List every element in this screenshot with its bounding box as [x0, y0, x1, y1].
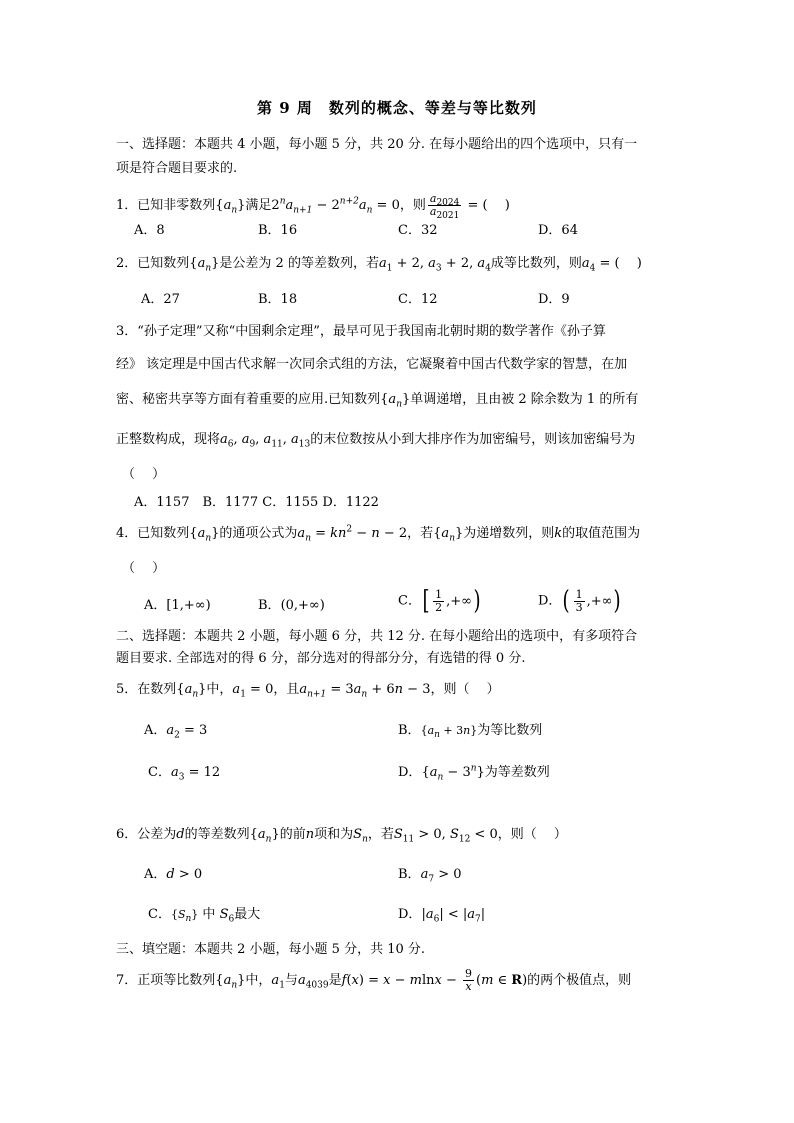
section3-heading: 三、填空题：本题共 2 小题，每小题 5 分，共 10 分.	[116, 942, 426, 957]
question-3-line3: 密、秘密共享等方面有着重要的应用.已知数列$\{a_n\}$单调递增，且由被 2 除余数为 1 的所有	[116, 392, 639, 410]
q5-option-b: B．$\{a_n + 3n\}$为等比数列	[398, 723, 543, 741]
question-3-line2: 经》 该定理是中国古代求解一次同余式组的方法，它凝聚着中国古代数学家的智慧，在加	[116, 357, 628, 372]
q4-option-b: B．(0,+∞)	[258, 598, 325, 613]
q6-option-b: B．$a_7 > 0$	[398, 867, 462, 885]
q5-option-d: D．$\{a_n - 3^n\}$为等差数列	[398, 763, 550, 783]
section2-heading-line2: 题目要求. 全部选对的得 6 分，部分选对的得部分分，有选错的得 0 分.	[116, 651, 526, 666]
section2-heading-line1: 二、选择题：本题共 2 小题，每小题 6 分，共 12 分. 在每小题给出的选项中，有多项符合	[116, 629, 638, 644]
q1-option-c: C．32	[398, 223, 438, 238]
question-3-line4: 正整数构成，现将$a_6$, $a_9$, $a_{11}$, $a_{13}$的末位数按从小到大排序作为加密编号，则该加密编号为	[116, 432, 636, 450]
q1-option-d: D．64	[538, 223, 578, 238]
question-1: 1．已知非零数列$\{a_n\}$满足$2^na_{n+1} - 2^{n+2}a_n = 0$，则 $\frac{a_{2024}}{a_{2021}}$ = ( )	[116, 192, 510, 222]
q5-option-a: A．$a_2 = 3$	[144, 723, 208, 741]
question-5: 5．在数列$\{a_n\}$中，$a_1 = 0$，且$a_{n+1} = 3a_n + 6n - 3$，则（ ）	[116, 682, 500, 700]
q4-option-c: C．[ $\frac{1}{2}$ ,+∞)	[398, 586, 481, 616]
q2-option-d: D．9	[538, 292, 570, 307]
q6-option-a: A．d > 0	[144, 867, 203, 882]
question-3-line1: 3．“孙子定理”又称“中国剩余定理”，最早可见于我国南北朝时期的数学著作《孙子算	[116, 324, 606, 339]
q3-options: A．1157 B．1177 C．1155 D．1122	[134, 495, 379, 510]
q5-option-c: C．$a_3 = 12$	[148, 765, 221, 783]
question-6: 6．公差为d的等差数列$\{a_n\}$的前n项和为$S_n$，若$S_{11} > 0$, $S_{12} < 0$，则（ ）	[116, 827, 567, 845]
section1-heading-line2: 项是符合题目要求的.	[116, 161, 238, 176]
page-title: 第 9 周 数列的概念、等差与等比数列	[257, 99, 537, 117]
q4-option-a: A．[1,+∞)	[144, 598, 211, 613]
question-4: 4．已知数列$\{a_n\}$的通项公式为$a_n = kn^2 - n - 2$，若$\{a_n\}$为递增数列，则k的取值范围为	[116, 524, 641, 544]
q6-option-c: C．$\{S_n\}$ 中 $S_6$最大	[148, 907, 261, 925]
question-2: 2．已知数列$\{a_n\}$是公差为 2 的等差数列，若$a_1 + 2$, $a_3 + 2$, $a_4$成等比数列，则$a_4$ = ( )	[116, 256, 642, 274]
q1-option-a: A．8	[134, 223, 165, 238]
q6-option-d: D．$|a_6| < |a_7|$	[398, 907, 486, 925]
q4-option-d: D．( $\frac{1}{3}$ ,+∞)	[538, 586, 622, 616]
q2-option-b: B．18	[258, 292, 298, 307]
question-7: 7．正项等比数列$\{a_n\}$中，$a_1$与$a_{4039}$是f(x) = x − mlnx − $\frac{9}{x}$ (m ∈ R)的两个极值点，则	[116, 967, 632, 993]
question-4-paren: （ ）	[122, 561, 166, 576]
q2-option-c: C．12	[398, 292, 438, 307]
section1-heading-line1: 一、选择题：本题共 4 小题，每小题 5 分，共 20 分. 在每小题给出的四个选项中，只有一	[116, 137, 638, 152]
question-3-paren: （ ）	[122, 467, 166, 482]
q2-option-a: A．27	[141, 292, 180, 307]
q1-option-b: B．16	[258, 223, 298, 238]
